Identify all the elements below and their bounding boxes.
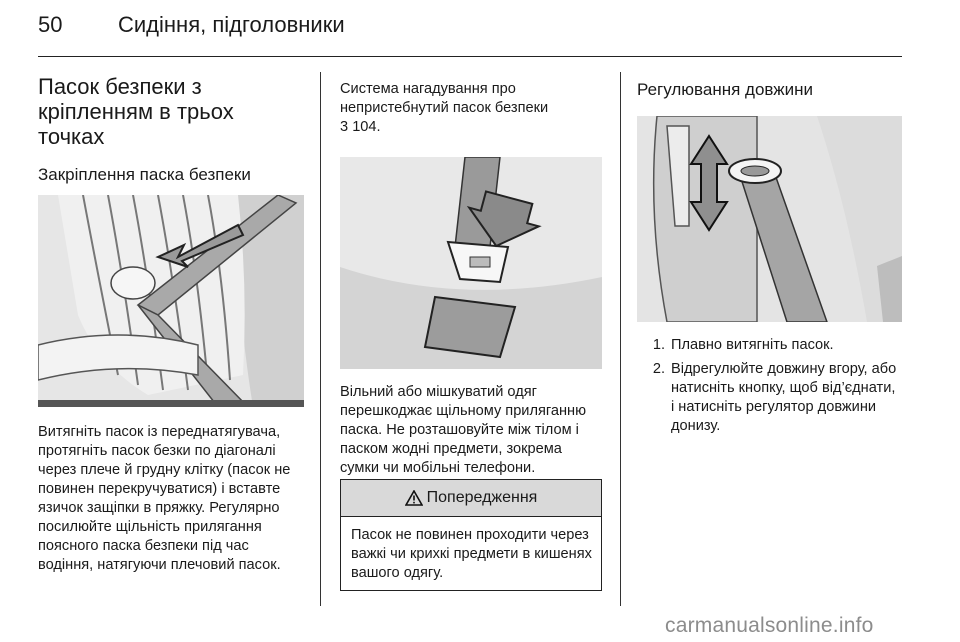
middle-column: [340, 64, 602, 478]
right-column: [637, 64, 902, 441]
adjustment-steps: [637, 336, 902, 436]
list-item: [637, 336, 902, 355]
clothing-note: Вільний або мішкуватий одяг перешкоджає щільному приляганню паска. Не розташовуйте між тілом і паском жодні предмети, зокрема сумки чи мобільні телефони.: [340, 384, 587, 476]
page-ref-link[interactable]: 104.: [352, 119, 381, 135]
page-ref-arrow-icon: 3: [340, 119, 349, 135]
step-number: 2.: [652, 361, 665, 377]
height-adjuster-illustration: [637, 116, 902, 322]
left-column: [38, 64, 306, 575]
step-text: Відрегулюйте довжину вгору, або натисніть кнопку, щоб від’єднати, і натисніть регулятор довжини донизу.: [671, 361, 897, 434]
buckle-latch-figure: [340, 157, 602, 369]
seatbelt-fastening-figure: [38, 195, 304, 407]
running-title: Сидіння, підголовники: [118, 12, 345, 37]
reminder-intro: [340, 80, 602, 137]
column-divider: [620, 72, 621, 606]
seatbelt-fastening-illustration: [38, 195, 304, 407]
column-divider: [320, 72, 321, 606]
list-item: [637, 360, 902, 436]
warning-box: [340, 479, 602, 591]
step-number: 1.: [652, 337, 665, 353]
subsection-title: Закріплення паска безпеки: [38, 165, 251, 184]
watermark: carmanualsonline.info: [665, 614, 874, 637]
section-title: Регулювання довжини: [637, 80, 814, 99]
step-text: Плавно витягніть пасок.: [671, 337, 834, 353]
reminder-text: Система нагадування про непристебнутий пасок безпеки: [340, 81, 549, 116]
warning-triangle-icon: [405, 490, 423, 506]
fastening-instructions: Витягніть пасок із переднатягувача, протягніть пасок безки по діагоналі через плече й грудну клітку (пасок не повинен перекручуватися) і вставте язичок защіпки в пряжку. Регулярно посилюйте щільність прилягання поясного паска безпеки під час водіння, натягуючи плечовий пасок.: [38, 424, 291, 573]
warning-text: Пасок не повинен проходити через важкі чи крихкі предмети в кишенях вашого одягу.: [351, 527, 592, 581]
warning-title: Попередження: [426, 489, 538, 506]
header-rule: [38, 56, 902, 57]
section-title: Пасок безпеки з кріпленням в трьох точках: [38, 74, 234, 149]
buckle-latch-illustration: [340, 157, 602, 369]
warning-header: [341, 480, 601, 517]
height-adjuster-figure: [637, 116, 902, 322]
page-number: 50: [38, 12, 63, 37]
